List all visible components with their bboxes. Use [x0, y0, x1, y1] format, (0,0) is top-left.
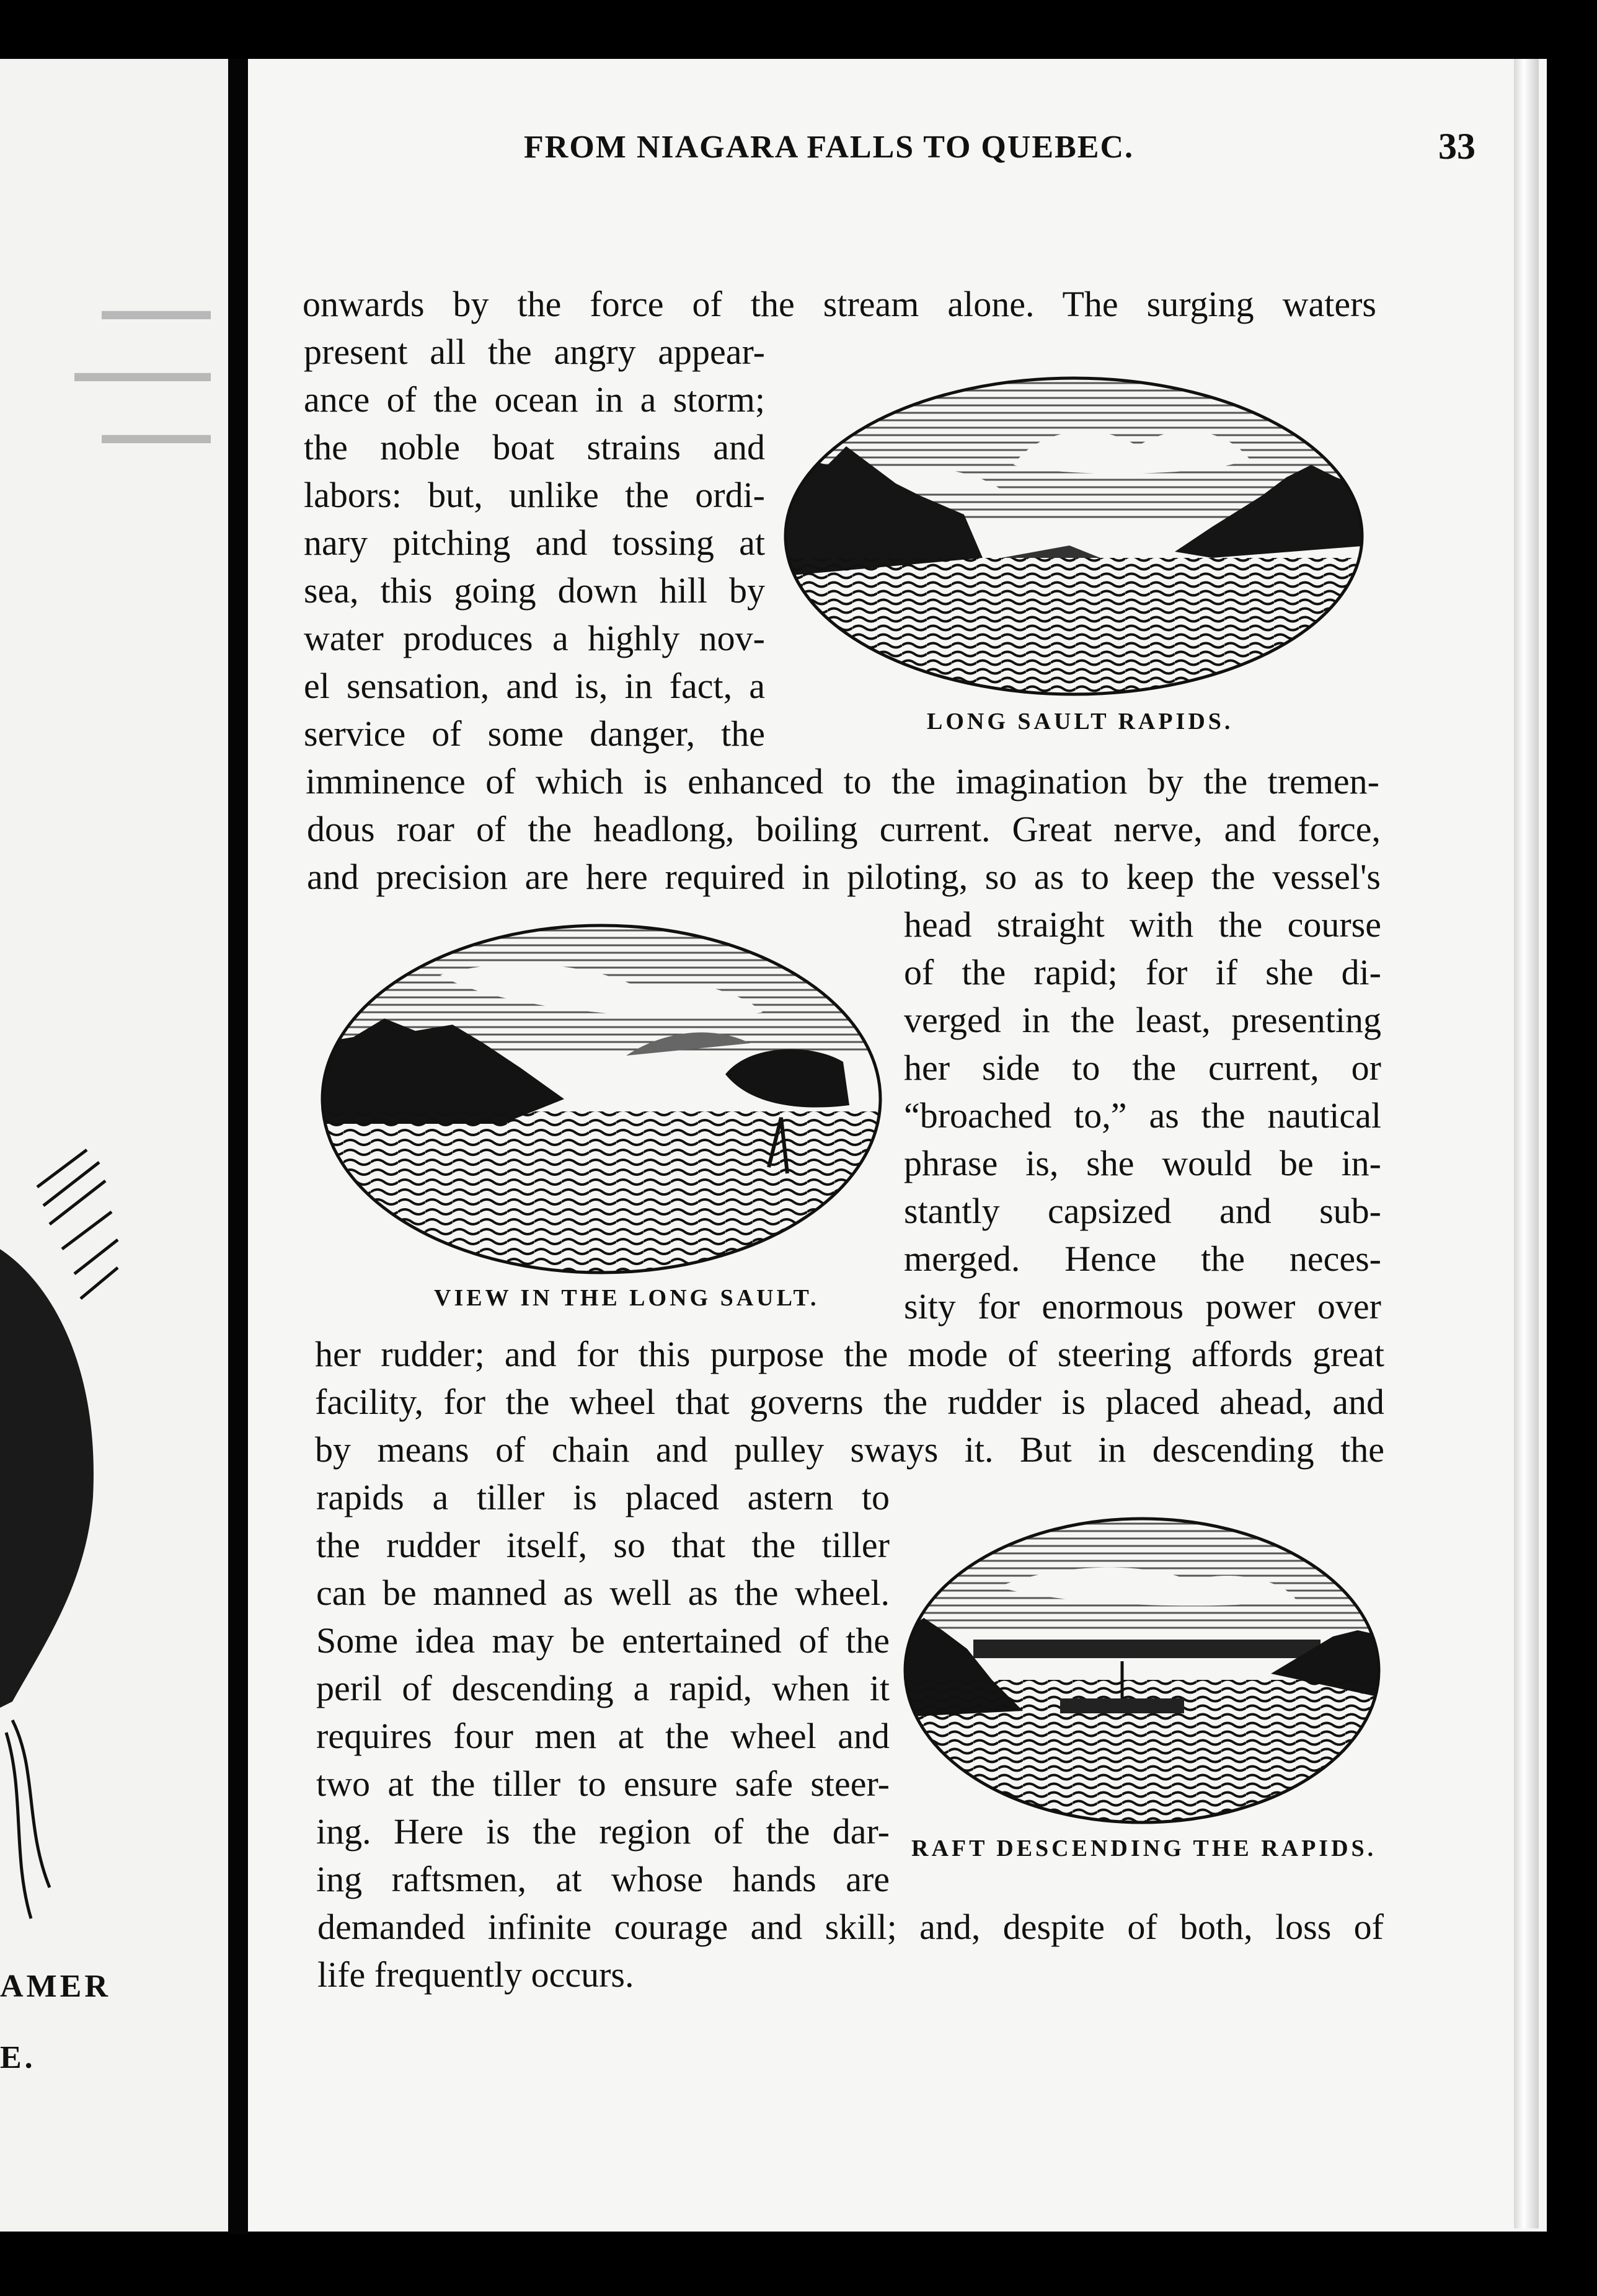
- text-line: and precision are here required in piloting, so as to keep the vessel's: [307, 857, 1381, 897]
- text-line: onwards by the force of the stream alone. The surging waters: [303, 284, 1376, 324]
- text-line: sity for enormous power over: [904, 1286, 1381, 1327]
- text-line: “broached to,” as the nautical: [904, 1095, 1381, 1136]
- text-line: requires four men at the wheel and: [316, 1716, 890, 1756]
- text-line: dous roar of the headlong, boiling current. Great nerve, and force,: [307, 809, 1381, 849]
- text-line: labors: but, unlike the ordi-: [304, 475, 765, 515]
- text-line: rapids a tiller is placed astern to: [316, 1477, 890, 1517]
- bleed-through-text: ▬▬▬▬▬: [74, 357, 211, 387]
- text-line: ing raftsmen, at whose hands are: [316, 1859, 890, 1899]
- text-line: two at the tiller to ensure safe steer-: [316, 1764, 890, 1804]
- facing-page-fragment: [0, 59, 228, 2232]
- text-line: of the rapid; for if she di-: [904, 952, 1381, 992]
- caption-raft-descending: RAFT DESCENDING THE RAPIDS.: [911, 1835, 1377, 1861]
- text-line: water produces a highly nov-: [304, 618, 765, 658]
- running-title: FROM NIAGARA FALLS TO QUEBEC.: [524, 130, 1135, 165]
- text-line: the rudder itself, so that the tiller: [316, 1525, 890, 1565]
- text-line: present all the angry appear-: [304, 332, 765, 372]
- text-line: the noble boat strains and: [304, 427, 765, 467]
- text-line: facility, for the wheel that governs the rudder is placed ahead, and: [315, 1382, 1384, 1422]
- text-line: her side to the current, or: [904, 1048, 1381, 1088]
- long-sault-rapids-illustration: [778, 372, 1370, 700]
- caption-long-sault-rapids: LONG SAULT RAPIDS.: [927, 709, 1234, 735]
- text-line: peril of descending a rapid, when it: [316, 1668, 890, 1708]
- text-line: service of some danger, the: [304, 713, 765, 754]
- engraving-fragment: [0, 1113, 124, 1949]
- page-edge: [1514, 59, 1539, 2228]
- text-line: nary pitching and tossing at: [304, 523, 765, 563]
- text-line: verged in the least, presenting: [904, 1000, 1381, 1040]
- text-line: imminence of which is enhanced to the imagination by the tremen-: [306, 761, 1379, 801]
- text-line: el sensation, and is, in fact, a: [304, 666, 765, 706]
- raft-descending-rapids-illustration: [899, 1512, 1386, 1829]
- caption-view-in-long-sault: VIEW IN THE LONG SAULT.: [434, 1285, 820, 1311]
- text-line: life frequently occurs.: [317, 1954, 634, 1995]
- bleed-through-text: ▬▬▬▬: [102, 295, 211, 325]
- book-gutter: [228, 59, 248, 2235]
- text-line: by means of chain and pulley sways it. But in descending the: [315, 1429, 1384, 1470]
- text-line: merged. Hence the neces-: [904, 1239, 1381, 1279]
- text-line: ance of the ocean in a storm;: [304, 379, 765, 420]
- bleed-through-text: ▬▬▬▬: [102, 419, 211, 449]
- left-page-fragment-1: AMER: [0, 1969, 111, 2004]
- text-line: phrase is, she would be in-: [904, 1143, 1381, 1183]
- text-line: demanded infinite courage and skill; and, despite of both, loss of: [317, 1907, 1384, 1947]
- text-line: can be manned as well as the wheel.: [316, 1573, 890, 1613]
- page-number: 33: [1438, 126, 1475, 167]
- text-line: head straight with the course: [904, 904, 1381, 945]
- text-line: Some idea may be entertained of the: [316, 1620, 890, 1661]
- text-line: her rudder; and for this purpose the mode of steering affords great: [315, 1334, 1384, 1374]
- text-line: ing. Here is the region of the dar-: [316, 1811, 890, 1852]
- left-page-fragment-2: E.: [0, 2040, 36, 2075]
- text-line: sea, this going down hill by: [304, 570, 765, 611]
- text-line: stantly capsized and sub-: [904, 1191, 1381, 1231]
- view-in-long-sault-illustration: [316, 919, 887, 1279]
